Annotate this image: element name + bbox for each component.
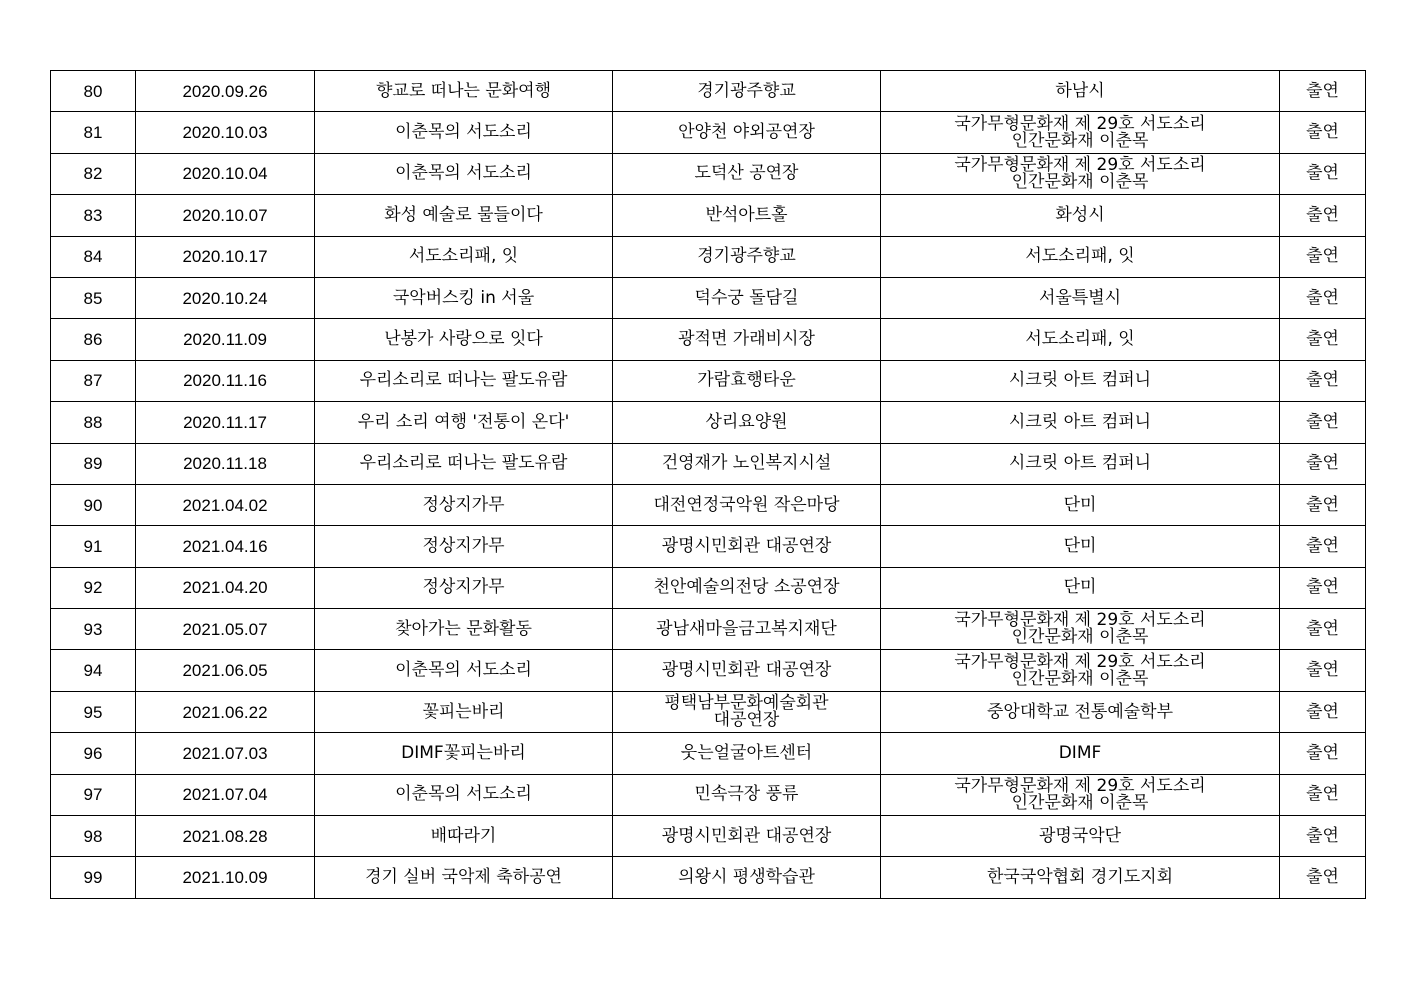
venue-cell-line: 경기광주향교 (697, 80, 796, 101)
row-number-cell: 84 (51, 236, 136, 277)
type-cell: 출연 (1280, 112, 1366, 153)
table-row (51, 774, 1366, 815)
table-body (51, 71, 1366, 899)
organizer-cell-line: 시크릿 아트 컴퍼니 (1008, 370, 1152, 391)
type-cell: 출연 (1280, 153, 1366, 194)
venue-cell-line: 광적면 가래비시장 (678, 329, 815, 350)
organizer-cell (881, 609, 1280, 650)
row-number-cell: 88 (51, 402, 136, 443)
table-row (51, 319, 1366, 360)
table-row (51, 195, 1366, 236)
organizer-cell-line: 인간문화재 이춘목 (1011, 668, 1149, 689)
venue-cell-line: 광명시민회관 대공연장 (661, 535, 832, 556)
type-cell: 출연 (1280, 195, 1366, 236)
table-row (51, 112, 1366, 153)
organizer-cell (881, 733, 1280, 774)
organizer-cell-line: 국가무형문화재 제 29호 서도소리 (954, 775, 1206, 796)
organizer-cell-line: 인간문화재 이춘목 (1011, 130, 1149, 151)
date-cell: 2021.06.05 (136, 650, 315, 691)
performance-table (50, 70, 1366, 899)
date-cell: 2020.11.17 (136, 402, 315, 443)
organizer-cell (881, 526, 1280, 567)
row-number-cell: 91 (51, 526, 136, 567)
document-page (50, 70, 1365, 899)
organizer-cell-line: 국가무형문화재 제 29호 서도소리 (954, 113, 1206, 134)
table-row (51, 526, 1366, 567)
organizer-cell (881, 71, 1280, 112)
table-row (51, 236, 1366, 277)
table-row (51, 816, 1366, 857)
venue-cell (613, 650, 881, 691)
organizer-cell (881, 484, 1280, 525)
title-cell: 서도소리패, 잇 (315, 236, 613, 277)
organizer-cell-line: 인간문화재 이춘목 (1011, 627, 1149, 648)
venue-cell (613, 319, 881, 360)
title-cell: 경기 실버 국악제 축하공연 (315, 857, 613, 898)
title-cell: 이춘목의 서도소리 (315, 112, 613, 153)
table-row (51, 277, 1366, 318)
organizer-cell (881, 236, 1280, 277)
row-number-cell: 80 (51, 71, 136, 112)
title-cell: 국악버스킹 in 서울 (315, 277, 613, 318)
table-row (51, 691, 1366, 732)
table-row (51, 484, 1366, 525)
date-cell: 2020.11.16 (136, 360, 315, 401)
type-cell: 출연 (1280, 733, 1366, 774)
venue-cell-line: 도덕산 공연장 (694, 163, 799, 184)
venue-cell (613, 277, 881, 318)
venue-cell-line: 평택남부문화예술회관 (664, 693, 829, 714)
row-number-cell: 95 (51, 691, 136, 732)
type-cell: 출연 (1280, 443, 1366, 484)
row-number-cell: 83 (51, 195, 136, 236)
organizer-cell-line: 광명국악단 (1038, 825, 1122, 846)
type-cell: 출연 (1280, 650, 1366, 691)
title-cell: 이춘목의 서도소리 (315, 774, 613, 815)
row-number-cell: 87 (51, 360, 136, 401)
row-number-cell: 96 (51, 733, 136, 774)
type-cell: 출연 (1280, 857, 1366, 898)
organizer-cell (881, 112, 1280, 153)
title-cell: 정상지가무 (315, 484, 613, 525)
table-row (51, 360, 1366, 401)
venue-cell-line: 광남새마을금고복지재단 (656, 618, 837, 639)
date-cell: 2020.11.18 (136, 443, 315, 484)
organizer-cell-line: 하남시 (1055, 80, 1105, 101)
title-cell: 이춘목의 서도소리 (315, 650, 613, 691)
organizer-cell-line: 단미 (1063, 494, 1097, 515)
date-cell: 2021.04.16 (136, 526, 315, 567)
venue-cell (613, 71, 881, 112)
organizer-cell-line: 단미 (1063, 577, 1097, 598)
date-cell: 2020.10.17 (136, 236, 315, 277)
type-cell: 출연 (1280, 816, 1366, 857)
organizer-cell-line: 인간문화재 이춘목 (1011, 792, 1149, 813)
organizer-cell (881, 774, 1280, 815)
date-cell: 2020.09.26 (136, 71, 315, 112)
venue-cell (613, 526, 881, 567)
venue-cell-line: 천안예술의전당 소공연장 (653, 577, 840, 598)
table-row (51, 733, 1366, 774)
type-cell: 출연 (1280, 774, 1366, 815)
organizer-cell (881, 319, 1280, 360)
type-cell: 출연 (1280, 236, 1366, 277)
organizer-cell-line: 인간문화재 이춘목 (1011, 171, 1149, 192)
organizer-cell-line: 국가무형문화재 제 29호 서도소리 (954, 610, 1206, 631)
organizer-cell-line: 국가무형문화재 제 29호 서도소리 (954, 651, 1206, 672)
date-cell: 2020.10.24 (136, 277, 315, 318)
venue-cell-line: 가람효행타운 (697, 370, 796, 391)
organizer-cell (881, 857, 1280, 898)
table-row (51, 402, 1366, 443)
organizer-cell (881, 443, 1280, 484)
venue-cell (613, 112, 881, 153)
venue-cell (613, 484, 881, 525)
row-number-cell: 90 (51, 484, 136, 525)
venue-cell-line: 의왕시 평생학습관 (678, 867, 815, 888)
table-row (51, 153, 1366, 194)
date-cell: 2021.07.04 (136, 774, 315, 815)
type-cell: 출연 (1280, 526, 1366, 567)
row-number-cell: 98 (51, 816, 136, 857)
type-cell: 출연 (1280, 567, 1366, 608)
venue-cell-line: 건영재가 노인복지시설 (661, 453, 832, 474)
row-number-cell: 99 (51, 857, 136, 898)
venue-cell (613, 236, 881, 277)
date-cell: 2021.05.07 (136, 609, 315, 650)
venue-cell (613, 402, 881, 443)
type-cell: 출연 (1280, 484, 1366, 525)
venue-cell (613, 609, 881, 650)
title-cell: 향교로 떠나는 문화여행 (315, 71, 613, 112)
title-cell: 배따라기 (315, 816, 613, 857)
date-cell: 2021.10.09 (136, 857, 315, 898)
organizer-cell-line: DIMF (1058, 742, 1102, 763)
title-cell: 난봉가 사랑으로 잇다 (315, 319, 613, 360)
row-number-cell: 97 (51, 774, 136, 815)
venue-cell (613, 443, 881, 484)
organizer-cell-line: 서울특별시 (1038, 287, 1122, 308)
organizer-cell-line: 단미 (1063, 535, 1097, 556)
title-cell: 우리소리로 떠나는 팔도유람 (315, 443, 613, 484)
organizer-cell-line: 서도소리패, 잇 (1025, 246, 1135, 267)
venue-cell-line: 광명시민회관 대공연장 (661, 825, 832, 846)
title-cell: 찾아가는 문화활동 (315, 609, 613, 650)
table-row (51, 650, 1366, 691)
venue-cell (613, 360, 881, 401)
title-cell: DIMF꽃피는바리 (315, 733, 613, 774)
type-cell: 출연 (1280, 609, 1366, 650)
venue-cell-line: 경기광주향교 (697, 246, 796, 267)
organizer-cell-line: 국가무형문화재 제 29호 서도소리 (954, 154, 1206, 175)
table-row (51, 609, 1366, 650)
title-cell: 화성 예술로 물들이다 (315, 195, 613, 236)
title-cell: 이춘목의 서도소리 (315, 153, 613, 194)
type-cell: 출연 (1280, 277, 1366, 318)
venue-cell (613, 816, 881, 857)
venue-cell (613, 733, 881, 774)
organizer-cell (881, 691, 1280, 732)
venue-cell (613, 774, 881, 815)
organizer-cell-line: 한국국악협회 경기도지회 (986, 867, 1174, 888)
type-cell: 출연 (1280, 319, 1366, 360)
title-cell: 정상지가무 (315, 567, 613, 608)
date-cell: 2020.10.03 (136, 112, 315, 153)
venue-cell-line: 덕수궁 돌담길 (694, 287, 799, 308)
organizer-cell-line: 시크릿 아트 컴퍼니 (1008, 411, 1152, 432)
type-cell: 출연 (1280, 71, 1366, 112)
organizer-cell-line: 서도소리패, 잇 (1025, 329, 1135, 350)
venue-cell (613, 691, 881, 732)
row-number-cell: 82 (51, 153, 136, 194)
venue-cell-line: 반석아트홀 (705, 204, 788, 225)
row-number-cell: 81 (51, 112, 136, 153)
type-cell: 출연 (1280, 360, 1366, 401)
row-number-cell: 85 (51, 277, 136, 318)
venue-cell (613, 153, 881, 194)
organizer-cell-line: 중앙대학교 전통예술학부 (986, 701, 1174, 722)
date-cell: 2020.11.09 (136, 319, 315, 360)
date-cell: 2021.04.20 (136, 567, 315, 608)
venue-cell (613, 857, 881, 898)
venue-cell-line: 웃는얼굴아트센터 (680, 742, 813, 763)
title-cell: 꽃피는바리 (315, 691, 613, 732)
venue-cell (613, 567, 881, 608)
date-cell: 2021.04.02 (136, 484, 315, 525)
title-cell: 우리소리로 떠나는 팔도유람 (315, 360, 613, 401)
row-number-cell: 92 (51, 567, 136, 608)
row-number-cell: 86 (51, 319, 136, 360)
venue-cell-line: 광명시민회관 대공연장 (661, 660, 832, 681)
date-cell: 2020.10.04 (136, 153, 315, 194)
row-number-cell: 89 (51, 443, 136, 484)
venue-cell (613, 195, 881, 236)
table-row (51, 567, 1366, 608)
table-row (51, 857, 1366, 898)
date-cell: 2021.06.22 (136, 691, 315, 732)
venue-cell-line: 대전연정국악원 작은마당 (653, 494, 840, 515)
title-cell: 정상지가무 (315, 526, 613, 567)
venue-cell-line: 민속극장 풍류 (694, 784, 799, 805)
organizer-cell (881, 650, 1280, 691)
organizer-cell (881, 567, 1280, 608)
table-row (51, 443, 1366, 484)
row-number-cell: 94 (51, 650, 136, 691)
venue-cell-line: 대공연장 (713, 710, 780, 731)
date-cell: 2020.10.07 (136, 195, 315, 236)
organizer-cell-line: 화성시 (1055, 204, 1105, 225)
table-row (51, 71, 1366, 112)
organizer-cell (881, 360, 1280, 401)
organizer-cell (881, 402, 1280, 443)
organizer-cell (881, 816, 1280, 857)
date-cell: 2021.07.03 (136, 733, 315, 774)
type-cell: 출연 (1280, 402, 1366, 443)
row-number-cell: 93 (51, 609, 136, 650)
venue-cell-line: 상리요양원 (705, 411, 788, 432)
type-cell: 출연 (1280, 691, 1366, 732)
organizer-cell-line: 시크릿 아트 컴퍼니 (1008, 453, 1152, 474)
title-cell: 우리 소리 여행 '전통이 온다' (315, 402, 613, 443)
date-cell: 2021.08.28 (136, 816, 315, 857)
venue-cell-line: 안양천 야외공연장 (678, 122, 815, 143)
organizer-cell (881, 195, 1280, 236)
organizer-cell (881, 153, 1280, 194)
organizer-cell (881, 277, 1280, 318)
